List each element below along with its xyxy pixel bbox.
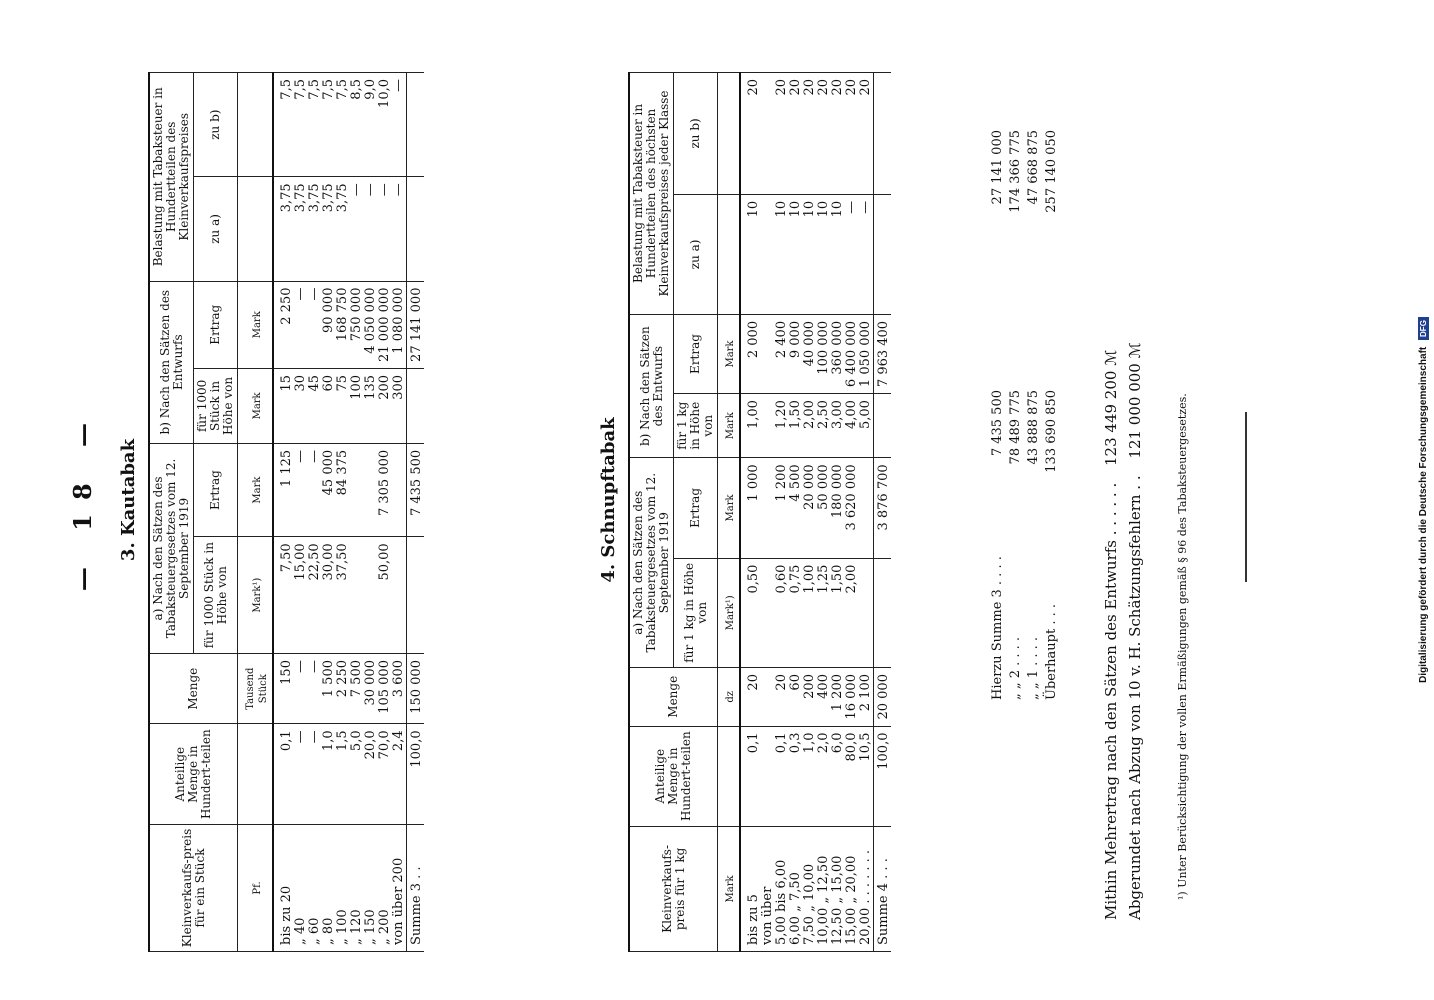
table-cell: 7 305 000 — [378, 443, 392, 536]
table-cell: 1 000 — [740, 458, 761, 558]
table-cell: 30,00 — [322, 537, 336, 654]
table-cell: — — [308, 654, 322, 724]
table-cell: 10,5 — [859, 726, 874, 826]
table-cell: 21 000 000 — [378, 281, 392, 368]
sum-cell: Summe 4 . . . — [874, 826, 892, 951]
table-cell: — — [364, 177, 378, 281]
footnote: ¹) Unter Berücksichtigung der vollen Ermäßigungen gemäß § 96 des Tabaksteuergesetzes. — [1176, 393, 1189, 900]
table-cell: 168 750 — [336, 281, 350, 368]
table-cell: 10 — [817, 194, 831, 314]
dfg-credit-text: Digitalisierung gefördert durch die Deutsche Forschungsgemeinschaft — [1418, 346, 1429, 683]
table-cell: 16 000 — [845, 668, 859, 727]
units-row — [238, 73, 274, 952]
table-cell: „ 80 — [322, 824, 336, 951]
table-cell: 40 000 — [803, 314, 817, 393]
table-cell: 3,75 — [322, 177, 336, 281]
col-zu-a: zu a) — [674, 194, 718, 314]
table-cell: 6,0 — [831, 726, 845, 826]
unit-cell: Mark — [238, 443, 274, 536]
table-cell — [350, 443, 364, 536]
dfg-credit — [1418, 0, 1429, 1000]
table-cell: 84 375 — [336, 443, 350, 536]
col-anteil: Anteilige Menge in Hundert-teilen — [149, 724, 238, 825]
col-a-hoehe: für 1 kg in Höhe von — [674, 558, 718, 667]
table-cell: 45 000 — [322, 443, 336, 536]
sum-cell: 20 000 — [874, 668, 892, 727]
summary-row — [990, 130, 1006, 700]
table-cell: „ 150 — [364, 824, 378, 951]
table-cell — [761, 726, 775, 826]
table-cell: 5,00 — [859, 394, 874, 458]
table-cell: 75 — [336, 368, 350, 443]
table-cell: 50,00 — [378, 537, 392, 654]
table-cell: 15,00 „ 20,00 — [845, 826, 859, 951]
table-row — [761, 73, 775, 952]
col-group-b: b) Nach den Sätzen des Entwurfs — [629, 314, 674, 457]
table-cell — [392, 443, 407, 536]
table-cell: 1 200 — [775, 458, 789, 558]
table-cell: 300 — [392, 368, 407, 443]
summary-label: „ „ 2 . . . . — [1008, 636, 1023, 700]
final-line-1 — [1100, 350, 1122, 920]
table-cell: 150 — [273, 654, 294, 724]
col-group-a: a) Nach den Sätzen des Tabaksteuergesetzes vom 12. September 1919 — [149, 443, 194, 653]
sum-cell — [407, 368, 425, 443]
table-cell: 3,00 — [831, 394, 845, 458]
table-cell: 20 — [789, 73, 803, 195]
table-cell: — — [308, 281, 322, 368]
table-cell: — — [845, 194, 859, 314]
summary-value-b: 27 141 000 — [990, 130, 1005, 205]
table-row — [392, 73, 407, 952]
table-cell — [350, 537, 364, 654]
col-b-ertrag: Ertrag — [674, 314, 718, 393]
sum-cell: 100,0 — [407, 724, 425, 825]
table-row — [740, 73, 761, 952]
summary-value-b: 47 668 875 — [1026, 130, 1041, 205]
table-cell: 30 000 — [364, 654, 378, 724]
col-zu-a: zu a) — [194, 177, 238, 281]
summary-row — [1008, 130, 1024, 700]
table-row — [336, 73, 350, 952]
table-cell: 7,50 „ 10,00 — [803, 826, 817, 951]
table-cell: 45 — [308, 368, 322, 443]
table-cell: 4,00 — [845, 394, 859, 458]
table-cell: bis zu 5 — [740, 826, 761, 951]
table-cell: bis zu 20 — [273, 824, 294, 951]
sum-cell: 27 141 000 — [407, 281, 425, 368]
table-cell: 0,1 — [740, 726, 761, 826]
unit-cell — [718, 73, 741, 195]
table-cell: 20,00 . . . . . . . — [859, 826, 874, 951]
table-cell: — — [294, 443, 308, 536]
sum-cell — [407, 177, 425, 281]
table-cell: 750 000 — [350, 281, 364, 368]
col-zu-b: zu b) — [194, 73, 238, 177]
table-cell: 1,5 — [336, 724, 350, 825]
table-cell: 180 000 — [831, 458, 845, 558]
table-cell: 1,0 — [322, 724, 336, 825]
table-cell: 4 050 000 — [364, 281, 378, 368]
table-cell: von über 200 — [392, 824, 407, 951]
sum-cell: 150 000 — [407, 654, 425, 724]
table-cell: 1,50 — [831, 558, 845, 667]
table-cell: 5,0 — [350, 724, 364, 825]
table-cell: 5,00 bis 6,00 — [775, 826, 789, 951]
table-cell: 60 — [789, 668, 803, 727]
table-cell: „ 100 — [336, 824, 350, 951]
sum-cell: Summe 3 . . — [407, 824, 425, 951]
table-cell — [761, 458, 775, 558]
table-cell: 15 — [273, 368, 294, 443]
table-cell: 22,50 — [308, 537, 322, 654]
table-cell: 3,75 — [336, 177, 350, 281]
table-row — [273, 73, 294, 952]
units-row — [718, 73, 741, 952]
table-row — [803, 73, 817, 952]
col-preis: Kleinverkaufs-preis für 1 kg — [629, 826, 718, 951]
table-cell: 2,4 — [392, 724, 407, 825]
unit-cell: Mark — [238, 368, 274, 443]
summary-value-a: 43 888 875 — [1026, 390, 1041, 465]
table-cell: 200 — [378, 368, 392, 443]
sum-row — [874, 73, 892, 952]
table-cell: 2 400 — [775, 314, 789, 393]
table-cell: — — [392, 177, 407, 281]
summary-value-b: 174 366 775 — [1008, 130, 1023, 213]
table-cell: 10 — [803, 194, 817, 314]
unit-cell: Tausend Stück — [238, 654, 274, 724]
table-cell: 2,50 — [817, 394, 831, 458]
table-cell: 1,00 — [803, 558, 817, 667]
unit-cell — [718, 726, 741, 826]
table-row — [294, 73, 308, 952]
table-cell: 12,50 „ 15,00 — [831, 826, 845, 951]
table-cell: 100 000 — [817, 314, 831, 393]
col-a-ertrag: Ertrag — [674, 458, 718, 558]
table-cell: 3 600 — [392, 654, 407, 724]
summary-label: „ „ 1 . . . . — [1026, 636, 1041, 700]
table-cell: 10 — [831, 194, 845, 314]
table-cell: „ 40 — [294, 824, 308, 951]
final-line-1-label: Mithin Mehrertrag nach den Sätzen des Entwurfs . . . . . . — [1102, 482, 1120, 920]
table-cell — [392, 537, 407, 654]
table-cell: 7 500 — [350, 654, 364, 724]
table-cell: 7,50 — [273, 537, 294, 654]
table-cell: 1,50 — [789, 394, 803, 458]
table-cell: 20 — [803, 73, 817, 195]
table-cell — [761, 194, 775, 314]
page-number: — 18 — — [68, 408, 97, 592]
table-cell: 0,50 — [740, 558, 761, 667]
table-cell: 1 200 — [831, 668, 845, 727]
table-row — [378, 73, 392, 952]
table-cell: 1 125 — [273, 443, 294, 536]
summary-value-a: 7 435 500 — [990, 390, 1005, 457]
table-cell: 200 — [803, 668, 817, 727]
sum-cell: 7 963 400 — [874, 314, 892, 393]
col-preis: Kleinverkaufs-preis für ein Stück — [149, 824, 238, 951]
table-cell: — — [308, 443, 322, 536]
table-cell: 20 000 — [803, 458, 817, 558]
table-cell: 30 — [294, 368, 308, 443]
table-row — [322, 73, 336, 952]
table-cell: 7,5 — [322, 73, 336, 177]
table-cell: — — [308, 724, 322, 825]
table-cell: 37,50 — [336, 537, 350, 654]
table-cell: 1,0 — [803, 726, 817, 826]
table-cell: — — [294, 654, 308, 724]
table-cell: 105 000 — [378, 654, 392, 724]
col-b-ertrag: Ertrag — [194, 281, 238, 368]
table-cell: 20 — [775, 668, 789, 727]
table-cell: 20 — [817, 73, 831, 195]
table-cell: 20 — [845, 73, 859, 195]
summary-row — [1044, 130, 1060, 700]
table-cell: 3,75 — [294, 177, 308, 281]
sum-cell — [407, 537, 425, 654]
table-cell: 135 — [364, 368, 378, 443]
table-cell: 20 — [775, 73, 789, 195]
table-cell: 1 050 000 — [859, 314, 874, 393]
table-cell: „ 120 — [350, 824, 364, 951]
table-cell: 6 400 000 — [845, 314, 859, 393]
unit-cell: Mark — [718, 826, 741, 951]
table-cell: 7,5 — [294, 73, 308, 177]
table-cell: — — [378, 177, 392, 281]
table-cell — [761, 73, 775, 195]
table-row — [831, 73, 845, 952]
table-cell: 8,5 — [350, 73, 364, 177]
table-row — [308, 73, 322, 952]
table-cell: — — [350, 177, 364, 281]
sum-cell: 3 876 700 — [874, 458, 892, 558]
table-cell: 90 000 — [322, 281, 336, 368]
sum-cell — [874, 73, 892, 195]
table-cell: — — [294, 724, 308, 825]
summary-row — [1026, 130, 1042, 700]
table-cell — [859, 558, 874, 667]
unit-cell: Mark — [718, 314, 741, 393]
table-row — [789, 73, 803, 952]
table-cell — [859, 458, 874, 558]
col-anteil: Anteilige Menge in Hundert-teilen — [629, 726, 718, 826]
col-a-hoehe: für 1000 Stück in Höhe von — [194, 537, 238, 654]
unit-cell — [718, 194, 741, 314]
table-cell — [364, 443, 378, 536]
table-cell: 2 100 — [859, 668, 874, 727]
table-row — [350, 73, 364, 952]
col-zu-b: zu b) — [674, 73, 718, 195]
unit-cell — [238, 724, 274, 825]
table-cell: 1 080 000 — [392, 281, 407, 368]
table-cell: 60 — [322, 368, 336, 443]
col-a-ertrag: Ertrag — [194, 443, 238, 536]
table-cell: 360 000 — [831, 314, 845, 393]
table-cell: 10,00 „ 12,50 — [817, 826, 831, 951]
sum-cell: 100,0 — [874, 726, 892, 826]
table-cell: 400 — [817, 668, 831, 727]
table-cell: 9,0 — [364, 73, 378, 177]
table-cell: von über — [761, 826, 775, 951]
table-cell: 2 000 — [740, 314, 761, 393]
unit-cell — [238, 177, 274, 281]
table-row — [817, 73, 831, 952]
table-cell: 15,00 — [294, 537, 308, 654]
table-cell: 3,75 — [308, 177, 322, 281]
section4-title: 4. Schnupftabak — [598, 417, 619, 583]
table-cell: 10 — [740, 194, 761, 314]
summary-value-b: 257 140 050 — [1044, 130, 1059, 213]
table-cell: 1,20 — [775, 394, 789, 458]
table-cell: 2,0 — [817, 726, 831, 826]
table-cell: 2,00 — [845, 558, 859, 667]
unit-cell: Mark¹) — [238, 537, 274, 654]
table-cell: 10 — [775, 194, 789, 314]
table-cell: 0,1 — [273, 724, 294, 825]
table-cell: 0,3 — [789, 726, 803, 826]
section3-title: 3. Kautabak — [118, 438, 139, 562]
table-cell: 4 500 — [789, 458, 803, 558]
table-row — [859, 73, 874, 952]
table-cell: 0,60 — [775, 558, 789, 667]
table-cell: 100 — [350, 368, 364, 443]
table-cell — [761, 668, 775, 727]
table-cell: — — [392, 73, 407, 177]
summary-label: Hierzu Summe 3 . . . . — [990, 556, 1005, 700]
dfg-logo: DFG — [1418, 317, 1429, 340]
col-group-belastung: Belastung mit Tabaksteuer in Hundertteilen des höchsten Kleinverkaufspreises jeder Klasse — [629, 73, 674, 315]
section3-body — [273, 73, 424, 952]
col-group-belastung: Belastung mit Tabaksteuer in Hundertteilen des Kleinverkaufspreises — [149, 73, 194, 282]
table-cell: — — [294, 281, 308, 368]
table-cell: 1 500 — [322, 654, 336, 724]
sum-cell — [874, 394, 892, 458]
summary-value-a: 133 690 850 — [1044, 390, 1059, 473]
final-line-2-value: 121 000 000 ℳ — [1126, 342, 1144, 459]
unit-cell — [238, 73, 274, 177]
unit-cell: Mark¹) — [718, 558, 741, 667]
sum-cell — [874, 194, 892, 314]
col-group-a: a) Nach den Sätzen des Tabaksteuergesetzes vom 12. September 1919 — [629, 458, 674, 668]
table-cell: 3 620 000 — [845, 458, 859, 558]
unit-cell: Mark — [718, 458, 741, 558]
col-b-hoehe: für 1 kg in Höhe von — [674, 394, 718, 458]
col-group-b: b) Nach den Sätzen des Entwurfs — [149, 281, 194, 443]
final-line-2 — [1124, 342, 1146, 920]
sum-cell: 7 435 500 — [407, 443, 425, 536]
unit-cell: dz — [718, 668, 741, 727]
table-cell: 0,75 — [789, 558, 803, 667]
table-cell: 20 — [831, 73, 845, 195]
table-cell: 1,00 — [740, 394, 761, 458]
sum-cell — [407, 73, 425, 177]
unit-cell: Mark — [718, 394, 741, 458]
end-rule — [1245, 412, 1247, 582]
table-row — [845, 73, 859, 952]
col-menge: Menge — [629, 668, 718, 727]
table-cell: 6,00 „ 7,50 — [789, 826, 803, 951]
summary-label: Überhaupt . . . — [1044, 603, 1059, 700]
table-cell: 9 000 — [789, 314, 803, 393]
table-row — [364, 73, 378, 952]
table-row — [775, 73, 789, 952]
table-cell: „ 60 — [308, 824, 322, 951]
col-b-hoehe: für 1000 Stück in Höhe von — [194, 368, 238, 443]
table-cell: 10,0 — [378, 73, 392, 177]
table-cell — [364, 537, 378, 654]
table-cell: 70,0 — [378, 724, 392, 825]
table-cell: 50 000 — [817, 458, 831, 558]
sum-cell — [874, 558, 892, 667]
table-cell — [761, 558, 775, 667]
table-cell: 2,00 — [803, 394, 817, 458]
section4-body — [740, 73, 891, 952]
table-cell: 10 — [789, 194, 803, 314]
table-cell: 20 — [740, 668, 761, 727]
section3-table — [148, 72, 424, 952]
table-cell: 20 — [859, 73, 874, 195]
table-cell: 20 — [740, 73, 761, 195]
final-line-1-value: 123 449 200 ℳ — [1102, 349, 1120, 466]
table-cell: 7,5 — [336, 73, 350, 177]
table-cell — [761, 314, 775, 393]
col-menge: Menge — [149, 654, 238, 724]
table-cell: 7,5 — [273, 73, 294, 177]
table-cell: 80,0 — [845, 726, 859, 826]
table-cell: „ 200 — [378, 824, 392, 951]
unit-cell: Mark — [238, 281, 274, 368]
table-cell: 2 250 — [273, 281, 294, 368]
table-cell: 3,75 — [273, 177, 294, 281]
table-cell: 7,5 — [308, 73, 322, 177]
table-cell: 2 250 — [336, 654, 350, 724]
table-cell — [761, 394, 775, 458]
table-cell: 20,0 — [364, 724, 378, 825]
summary-value-a: 78 489 775 — [1008, 390, 1023, 465]
unit-cell: Pf. — [238, 824, 274, 951]
sum-row — [407, 73, 425, 952]
section4-table — [628, 72, 891, 952]
final-line-2-label: Abgerundet nach Abzug von 10 v. H. Schätzungsfehlern . . — [1126, 475, 1144, 920]
table-cell: — — [859, 194, 874, 314]
table-cell: 0,1 — [775, 726, 789, 826]
table-cell: 1,25 — [817, 558, 831, 667]
